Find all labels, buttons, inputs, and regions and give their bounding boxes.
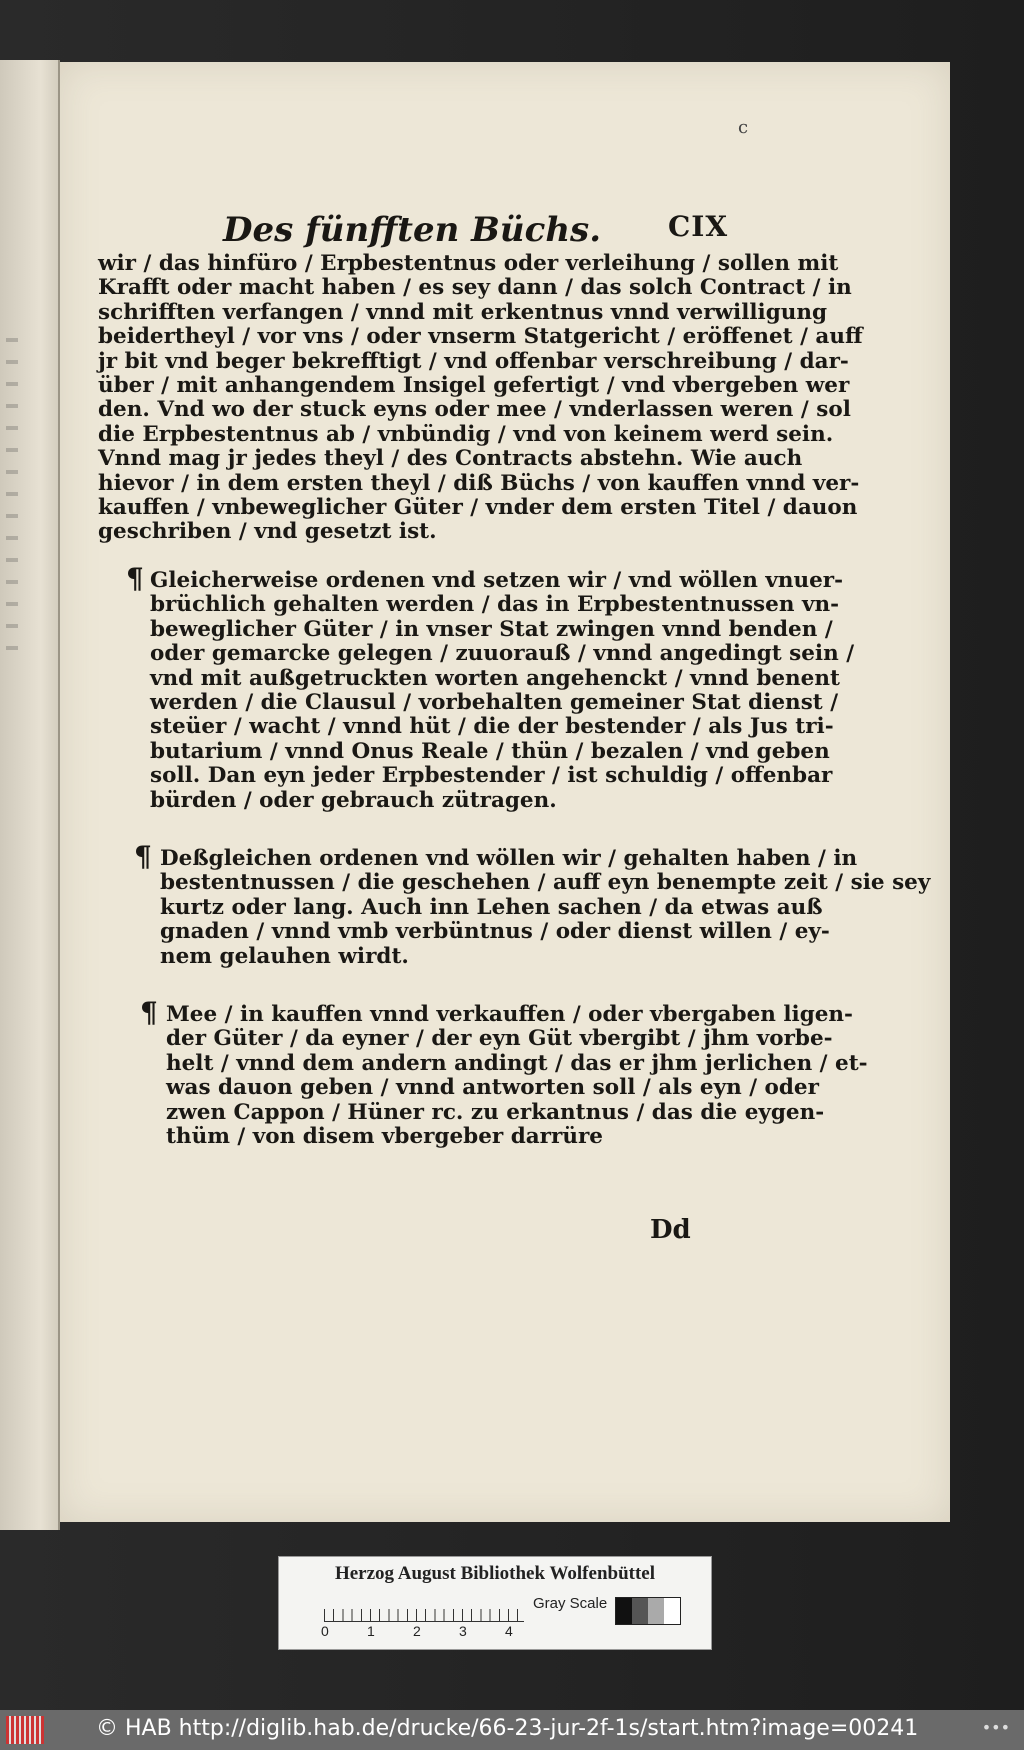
- grayscale-swatch: [664, 1598, 680, 1624]
- text-line: jr bit vnd beger bekrefftigt / vnd offenbar verschreibung / dar-: [98, 348, 849, 374]
- text-line: oder gemarcke gelegen / zuuorauß / vnnd angedingt sein /: [150, 641, 855, 667]
- text-line: helt / vnnd dem andern andingt / das er jhm jerlichen / et-: [166, 1050, 868, 1076]
- text-line: der Güter / da eyner / der eyn Güt vbergibt / jhm vorbe-: [166, 1026, 833, 1052]
- text-line: vnd mit außgetruckten worten angehenckt / vnnd benent: [150, 665, 840, 691]
- paragraph-1: [98, 251, 863, 545]
- text-line: Vnnd mag jr jedes theyl / des Contracts abstehn. Wie auch: [98, 446, 803, 472]
- text-line: butarium / vnnd Onus Reale / thün / bezalen / vnd geben: [150, 738, 830, 764]
- grayscale-swatch: [648, 1598, 664, 1624]
- pilcrow-mark: ¶: [126, 561, 144, 595]
- pilcrow-mark: ¶: [134, 839, 152, 873]
- text-line: Deßgleichen ordenen vnd wöllen wir / gehalten haben / in: [160, 845, 858, 871]
- text-line: bestentnussen / die geschehen / auff eyn benempte zeit / sie sey: [160, 870, 931, 896]
- text-line: soll. Dan eyn jeder Erpbestender / ist schuldig / offenbar: [150, 763, 833, 789]
- text-line: thüm / von disem vbergeber darrüre: [166, 1124, 603, 1149]
- text-line: steüer / wacht / vnnd hüt / die der bestender / als Jus tri-: [150, 714, 834, 740]
- text-line: schrifften verfangen / vnnd mit erkentnus vnnd verwilligung: [98, 299, 828, 325]
- text-line: beweglicher Güter / in vnser Stat zwingen vnnd benden /: [150, 616, 833, 642]
- text-line: Mee / in kauffen vnnd verkauffen / oder vbergaben ligen-: [166, 1001, 853, 1027]
- text-line: Krafft oder macht haben / es sey dann / das solch Contract / in: [98, 275, 852, 301]
- grayscale-label: Gray Scale: [533, 1595, 608, 1612]
- text-line: zwen Cappon / Hüner rc. zu erkantnus / das die eygen-: [166, 1099, 825, 1125]
- text-line: über / mit anhangendem Insigel gefertigt / vnd vbergeben wer: [98, 373, 850, 399]
- text-line: die Erpbestentnus ab / vnbündig / vnd von keinem werd sein.: [98, 421, 834, 447]
- text-line: bürden / oder gebrauch zütragen.: [150, 787, 557, 813]
- text-line: was dauon geben / vnnd antworten soll / als eyn / oder: [166, 1075, 819, 1101]
- grayscale-swatches: [615, 1597, 681, 1625]
- folio-number: CIX: [668, 210, 729, 243]
- scale-ruler: [324, 1595, 524, 1622]
- page-mark: c: [738, 117, 749, 138]
- text-line: hievor / in dem ersten theyl / diß Büchs / von kauffen vnnd ver-: [98, 470, 860, 496]
- catchword-signature: Dd: [650, 1215, 691, 1245]
- grayscale-swatch: [632, 1598, 648, 1624]
- book-page: [60, 62, 950, 1522]
- text-line: den. Vnd wo der stuck eyns oder mee / vnderlassen weren / sol: [98, 397, 851, 423]
- text-line: kurtz oder lang. Auch inn Lehen sachen / da etwas auß: [160, 894, 823, 920]
- ruler-number: 3: [459, 1623, 467, 1639]
- text-line: werden / die Clausul / vorbehalten gemeiner Stat dienst /: [150, 689, 839, 715]
- ruler-number: 0: [321, 1623, 329, 1639]
- ruler-number: 4: [505, 1623, 513, 1639]
- running-title: Des fünfften Büchs.: [223, 210, 602, 250]
- footer-bar: [0, 1710, 1024, 1750]
- pilcrow-mark: ¶: [140, 995, 158, 1029]
- text-line: gnaden / vnnd vmb verbüntnus / oder dienst willen / ey-: [160, 919, 830, 945]
- paragraph-2: [98, 561, 855, 813]
- ruler-number: 1: [367, 1623, 375, 1639]
- library-name: Herzog August Bibliothek Wolfenbüttel: [334, 1563, 656, 1584]
- ruler-numbers: [319, 1623, 539, 1641]
- text-line: beidertheyl / vor vns / oder vnserm Statgericht / eröffenet / auff: [98, 324, 863, 350]
- text-line: wir / das hinfüro / Erpbestentnus oder verleihung / sollen mit: [98, 251, 839, 276]
- ruler-number: 2: [413, 1623, 421, 1639]
- copyright-url[interactable]: © HAB http://diglib.hab.de/drucke/66-23-jur-2f-1s/start.htm?image=00241: [96, 1716, 919, 1741]
- more-menu-icon[interactable]: •••: [981, 1718, 1010, 1737]
- library-label-card: [278, 1556, 712, 1650]
- text-line: Gleicherweise ordenen vnd setzen wir / vnd wöllen vnuer-: [150, 567, 844, 593]
- text-line: brüchlich gehalten werden / das in Erpbestentnussen vn-: [150, 592, 839, 618]
- text-line: kauffen / vnbeweglicher Güter / vnder dem ersten Titel / dauon: [98, 495, 858, 521]
- paragraph-4: [98, 995, 868, 1149]
- grayscale-swatch: [616, 1598, 632, 1624]
- paragraph-3: [98, 839, 931, 969]
- body-text: [98, 251, 931, 1149]
- previous-page-text-bleed: [6, 320, 18, 660]
- text-line: geschriben / vnd gesetzt ist.: [98, 519, 437, 545]
- hab-logo-icon: [6, 1716, 44, 1744]
- text-line: nem gelauhen wirdt.: [160, 943, 409, 969]
- previous-page-edge: [0, 60, 60, 1530]
